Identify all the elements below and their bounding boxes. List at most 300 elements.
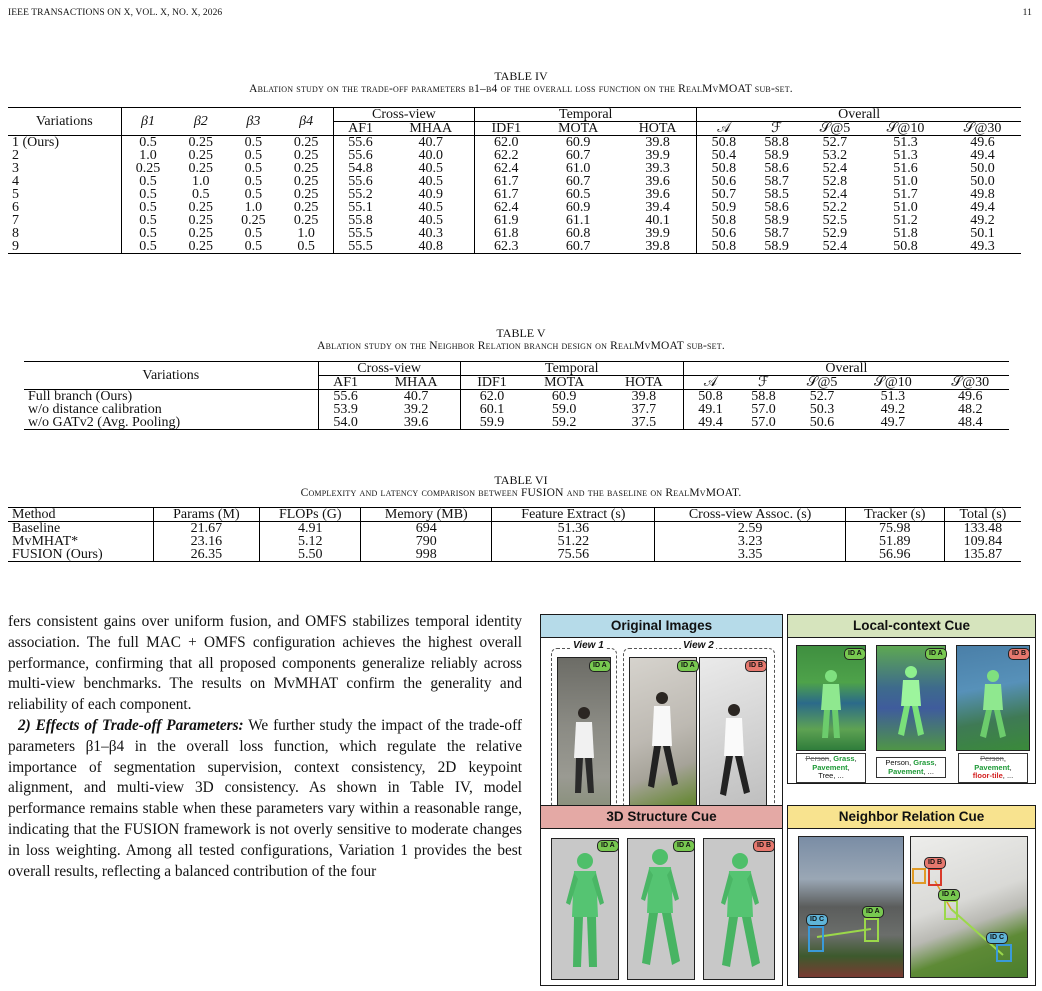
table-cell: 3 [8,162,121,175]
table-cell: 39.8 [619,240,697,254]
table6-title: Complexity and latency comparison between FUSION and the baseline on RealMvMOAT. [300,487,742,499]
table-cell: MvMHAT* [8,535,153,548]
table-cell: 61.7 [494,187,519,202]
table-cell: 55.2 [348,187,373,202]
table-cell: 0.5 [139,213,157,228]
col-f: ℱ [771,121,783,136]
col-mhaa: MHAA [373,376,461,390]
table-cell: 55.8 [348,213,373,228]
table-cell: 75.98 [845,522,944,536]
table-cell: 52.4 [822,187,848,202]
table6-caption [0,474,1042,500]
table-cell: 1.0 [139,148,157,163]
id-b-tag: ID B [924,857,946,869]
col-method: Method [8,508,153,522]
table-cell: 40.9 [387,188,474,201]
table-cell: 3.23 [655,535,845,548]
table-cell: 53.9 [333,402,358,417]
label-person: Person [805,754,830,763]
table-cell: 49.6 [958,389,983,404]
label-floor-tile: floor-tile [972,771,1003,780]
table4-caption [0,70,1042,96]
table-cell: 39.6 [619,188,697,201]
table-row [24,390,1009,404]
table-cell: 26.35 [153,548,260,562]
table-cell: 51.89 [845,535,944,548]
table-cell: w/o distance calibration [24,403,318,416]
table-cell: 58.5 [764,187,789,202]
table-cell: 0.25 [135,161,161,176]
view2-photo-b [699,657,767,829]
table-cell: 0.25 [241,213,266,228]
table5-body [24,390,1009,430]
table-cell: 50.8 [711,161,737,176]
table-cell: 5 [8,188,121,201]
table-cell: 55.6 [348,148,373,163]
table-cell: 49.2 [880,402,906,417]
id-a-tag: ID A [673,840,695,852]
col-s10: 𝒮@10 [886,121,925,136]
table-cell: 59.2 [551,415,577,430]
table-cell: 50.0 [970,161,995,176]
table-cell: 790 [361,535,492,548]
table-cell: 58.6 [764,161,789,176]
panel-title: Neighbor Relation Cue [788,806,1035,829]
table-cell: 1 (Ours) [8,136,121,150]
table-cell: 52.8 [822,174,848,189]
table-cell: 50.8 [893,239,918,254]
table-cell: 59.9 [479,415,505,430]
table-cell: 58.9 [764,148,789,163]
view1-photo [557,657,611,829]
table-cell: 40.5 [387,201,474,214]
table-cell: 51.0 [893,174,918,189]
table-cell: 60.8 [565,226,591,241]
label-pavement: Pavement [974,762,1010,772]
label-etc: ... [837,771,844,780]
body-text [8,612,522,882]
table-cell: 0.25 [280,162,334,175]
table-cell: 3.35 [655,548,845,562]
person-mask [797,646,865,750]
table-cell: 60.9 [551,389,577,404]
table-row [8,548,1021,562]
col-af1: AF1 [348,121,373,136]
id-b-tag: ID B [1008,648,1030,660]
table-cell: 62.3 [494,239,519,254]
table-cell: 60.7 [565,174,591,189]
col-a: 𝒜 [717,121,731,136]
table-cell: 0.5 [244,135,263,150]
table-cell: 1.0 [280,227,334,240]
table-cell: 39.8 [619,136,697,150]
table-cell: 133.48 [963,521,1003,536]
subsection-heading: 2) Effects of Trade-off Parameters: [18,716,244,734]
table-cell: 8 [8,227,121,240]
label-person: Person [885,758,910,767]
col-flops: FLOPs (G) [260,508,361,522]
table-cell: 48.4 [958,415,983,430]
table-cell: 0.5 [139,226,157,241]
table5-title: Ablation study on the Neighbor Relation branch design on RealMvMOAT sub-set. [317,340,725,352]
person-mask [957,646,1029,750]
panel-local-context [787,614,1036,784]
body-mesh-icon [628,839,694,979]
neighbor-photo-1 [798,836,904,978]
table-cell: 0.5 [244,187,263,202]
table-cell: 0.25 [280,214,334,227]
col-hota: HOTA [619,122,697,136]
table-cell: FUSION (Ours) [8,548,153,562]
id-a-tag: ID A [862,906,884,918]
table-cell: 40.5 [387,175,474,188]
table-cell: 54.8 [348,161,373,176]
table-cell: 0.25 [280,149,334,162]
table-cell: 50.8 [711,213,737,228]
table-cell: 50.6 [711,174,737,189]
body-mesh-icon [704,839,774,979]
table-cell: 39.8 [605,390,683,404]
col-af1: AF1 [333,375,359,390]
table-cell: 51.22 [492,535,655,548]
view2-label: View 2 [683,640,714,651]
person-figure [700,658,766,828]
table-cell: 55.5 [348,239,373,254]
table-cell: 59.0 [551,402,577,417]
label-pavement: Pavement [812,762,848,772]
label-grass: Grass [833,754,855,763]
table-cell: 48.2 [958,402,983,417]
table-cell: 62.2 [494,148,519,163]
table5-number: TABLE V [496,326,546,340]
table6-number: TABLE VI [494,473,548,487]
table-cell: 0.5 [139,187,157,202]
table-cell: 0.25 [280,175,334,188]
journal-header: IEEE TRANSACTIONS ON X, VOL. X, NO. X, 2026 [8,8,223,18]
col-f: ℱ [757,375,769,390]
table-cell: 62.0 [479,389,505,404]
id-c-tag: ID C [806,914,828,926]
table-cell: 61.0 [565,161,591,176]
table-cell: 0.5 [139,174,157,189]
table-cell: 0.25 [188,213,214,228]
table-row [8,136,1021,150]
col-beta2: β2 [175,108,228,136]
table-cell: 50.1 [970,226,995,241]
table-cell: 50.3 [809,402,835,417]
group-temporal: Temporal [475,108,697,122]
table-cell: 39.3 [619,162,697,175]
table-cell: 52.7 [809,389,835,404]
table-cell: 0.5 [244,226,263,241]
table-cell: 39.4 [619,201,697,214]
table-cell: 5.50 [260,548,361,562]
table-cell: 50.0 [970,174,995,189]
col-beta3: β3 [227,108,280,136]
id-a-tag: ID A [925,648,947,660]
table4-number: TABLE IV [494,69,548,83]
table-cell: 109.84 [963,534,1003,549]
group-cross-view: Cross-view [333,108,474,122]
table-cell: 56.96 [845,548,944,562]
table-cell: 60.9 [565,200,591,215]
segmentation-photo-3 [956,645,1030,751]
col-params: Params (M) [153,508,260,522]
table-cell: 49.8 [970,187,995,202]
table-cell: 39.6 [619,175,697,188]
table-cell: 50.4 [711,148,737,163]
table-cell: 50.9 [711,200,737,215]
table-cell: 0.25 [188,239,214,254]
table4-title: Ablation study on the trade-off parameters β1–β4 of the overall loss function on the RealMvMOAT sub-set. [249,83,793,95]
panel-3d-structure [540,805,783,986]
table-cell: 0.5 [192,187,210,202]
table-cell: 39.2 [373,403,461,416]
col-s5: 𝒮@5 [806,375,838,390]
group-temporal: Temporal [460,362,683,376]
table-cell: 0.5 [139,135,157,150]
table-cell: 51.3 [893,135,918,150]
table-cell: 49.4 [698,415,723,430]
table-cell: 55.1 [348,200,373,215]
table-cell: 57.0 [751,415,776,430]
panel-title: Original Images [541,615,782,638]
table-cell: 62.0 [494,135,519,150]
table-row [8,240,1021,254]
table-cell: 61.9 [494,213,519,228]
table-cell: 0.25 [188,148,214,163]
col-s10: 𝒮@10 [874,375,912,390]
table-row [8,522,1021,536]
table-cell: 0.5 [280,240,334,254]
col-tracker: Tracker (s) [845,508,944,522]
table-cell: 4 [8,175,121,188]
table-cell: 0.5 [244,161,263,176]
col-variations: Variations [24,362,318,390]
id-a-tag: ID A [589,660,611,672]
running-header [8,8,1034,22]
col-s30: 𝒮@30 [963,121,1002,136]
table-cell: 40.8 [387,240,474,254]
table-cell: 49.1 [698,402,723,417]
table5 [24,361,1009,430]
person-figure [630,658,696,828]
table-cell: 0.25 [280,188,334,201]
person-mask [877,646,945,750]
table-cell: 4.91 [260,522,361,536]
label-etc: ... [1006,771,1014,780]
table-cell: 52.4 [822,239,848,254]
table-cell: 0.5 [244,148,263,163]
body-mesh-icon [552,839,618,979]
paragraph-2 [8,716,522,882]
table-cell: 58.9 [764,213,789,228]
table-cell: 6 [8,201,121,214]
mesh-view-3 [703,838,775,980]
table-cell: 58.7 [764,226,789,241]
group-overall: Overall [697,108,1021,122]
table-cell: 1.0 [244,200,263,215]
table-cell: w/o GATv2 (Avg. Pooling) [24,416,318,430]
table-cell: 57.0 [751,402,776,417]
table-cell: 60.9 [565,135,591,150]
table-cell: Baseline [8,522,153,536]
table-cell: 39.6 [373,416,461,430]
table-cell: 1.0 [192,174,210,189]
table-cell: 694 [361,522,492,536]
table-cell: 58.9 [764,239,789,254]
table-cell: 55.6 [348,174,373,189]
table-cell: 58.6 [764,200,789,215]
table-cell: 0.25 [188,226,214,241]
panel-neighbor-relation [787,805,1036,986]
table5-caption [0,327,1042,353]
col-s30: 𝒮@30 [951,375,990,390]
table-cell: 52.9 [822,226,848,241]
table-cell: 52.5 [822,213,848,228]
id-c-tag: ID C [986,932,1008,944]
table-row [24,416,1009,430]
table-cell: 60.7 [565,239,591,254]
panel-title: 3D Structure Cue [541,806,782,829]
view1-label: View 1 [573,640,604,651]
table-cell: 49.2 [970,213,995,228]
figure-cues [540,614,1036,986]
table-cell: 50.6 [809,415,835,430]
table-cell: 61.8 [494,226,519,241]
table-cell: 49.4 [970,148,995,163]
table-cell: 51.0 [893,200,918,215]
table6-body [8,522,1021,562]
id-b-tag: ID B [745,660,767,672]
table-cell: 50.8 [711,135,737,150]
table-cell: 21.67 [153,522,260,536]
table-cell: 75.56 [492,548,655,562]
table-cell: 49.3 [970,239,995,254]
table-cell: 39.9 [619,149,697,162]
label-pavement: Pavement [888,766,924,776]
table-cell: 51.36 [492,522,655,536]
table-cell: 0.5 [139,239,157,254]
table-cell: 50.6 [711,226,737,241]
table-cell: 51.6 [893,161,918,176]
table-cell: 51.7 [893,187,918,202]
mesh-view-1 [551,838,619,980]
table-cell: 2.59 [655,522,845,536]
table-cell: 40.7 [373,390,461,404]
table-cell: 0.25 [188,161,214,176]
table-cell: 40.0 [387,149,474,162]
table-cell: 2 [8,149,121,162]
col-a: 𝒜 [703,375,718,390]
table-cell: 61.1 [565,213,591,228]
table-cell: 50.7 [711,187,737,202]
table-cell: 60.1 [479,402,505,417]
table-cell: 23.16 [153,535,260,548]
table-cell: 998 [361,548,492,562]
label-tree: Tree [818,771,834,780]
table-cell: 40.5 [387,162,474,175]
col-idf1: IDF1 [491,121,522,136]
col-hota: HOTA [605,376,683,390]
table-cell: 40.1 [619,214,697,227]
table-cell: 49.6 [970,135,995,150]
label-etc: ... [927,766,934,776]
table-cell: 0.25 [188,135,214,150]
col-variations: Variations [8,108,121,136]
table6 [8,507,1021,562]
table-cell: 52.4 [822,161,848,176]
segmentation-photo-2 [876,645,946,751]
table-cell: 37.7 [605,403,683,416]
table-cell: 58.8 [751,389,776,404]
context-labels-2: Person, Grass, Pavement, ... [876,757,946,778]
col-mota: MOTA [544,375,585,390]
table-cell: 135.87 [963,547,1003,562]
table-cell: 52.2 [822,200,848,215]
col-beta1: β1 [121,108,175,136]
table-cell: 62.4 [494,200,519,215]
col-s5: 𝒮@5 [819,121,851,136]
id-a-tag: ID A [677,660,699,672]
table-cell: 0.25 [280,136,334,150]
table-cell: 62.4 [494,161,519,176]
table-cell: 40.5 [387,214,474,227]
table-cell: 51.8 [893,226,918,241]
col-cross-view-assoc: Cross-view Assoc. (s) [655,508,845,522]
table-cell: 55.5 [348,226,373,241]
table-cell: 0.25 [280,201,334,214]
table-cell: 39.9 [619,227,697,240]
table-cell: 50.8 [711,239,737,254]
table-cell: 58.7 [764,174,789,189]
table-cell: 54.0 [333,415,358,430]
table-cell: 58.8 [764,135,789,150]
group-overall: Overall [683,362,1009,376]
id-a-tag: ID A [938,889,960,901]
label-person: Person [980,754,1004,763]
table-cell: 0.25 [188,200,214,215]
table-cell: 37.5 [605,416,683,430]
table-cell: 55.6 [348,135,373,150]
table4-body [8,136,1021,254]
paragraph-1: fers consistent gains over uniform fusion, and OMFS stabilizes temporal identity association. The full MAC + OMFS configuration achieves the highest overall performance, confirming that all proposed components generalize reliably across multi-view benchmarks. The results on MvMHAT confirm the generality and reliability of each component. [8,613,522,714]
table-cell: 50.8 [698,389,723,404]
mesh-view-2 [627,838,695,980]
table-cell: 0.5 [244,239,263,254]
paragraph-2-text: We further study the impact of the trade-off parameters β1–β4 in the overall loss function, which regulate the relative importance of segmentation supervision, context consistency, 2D keypoint alignment, and multi-view 3D consistency. As shown in Table IV, model performance remains stable when these parameters vary within a reasonable range, indicating that the FUSION framework is not overly sensitive to moderate changes in loss weighting. Among all tested configurations, Variation 1 provides the best overall results, reflecting a balanced contribution of the four [8,716,522,880]
table-cell: 51.2 [893,213,918,228]
table-cell: 52.7 [822,135,848,150]
table4 [8,107,1021,254]
table-cell: 49.7 [880,415,906,430]
id-b-tag: ID B [753,840,775,852]
table-cell: 40.3 [387,227,474,240]
label-grass: Grass [913,758,935,767]
table-cell: 0.5 [244,174,263,189]
table-cell: 5.12 [260,535,361,548]
col-memory: Memory (MB) [361,508,492,522]
table-cell: 55.6 [333,389,358,404]
col-mhaa: MHAA [387,122,474,136]
id-a-tag: ID A [597,840,619,852]
table-cell: 60.5 [565,187,591,202]
table-cell: 0.5 [139,200,157,215]
table-cell: Full branch (Ours) [24,390,318,404]
table-cell: 51.3 [880,389,906,404]
table-row [8,535,1021,548]
group-cross-view: Cross-view [318,362,460,376]
